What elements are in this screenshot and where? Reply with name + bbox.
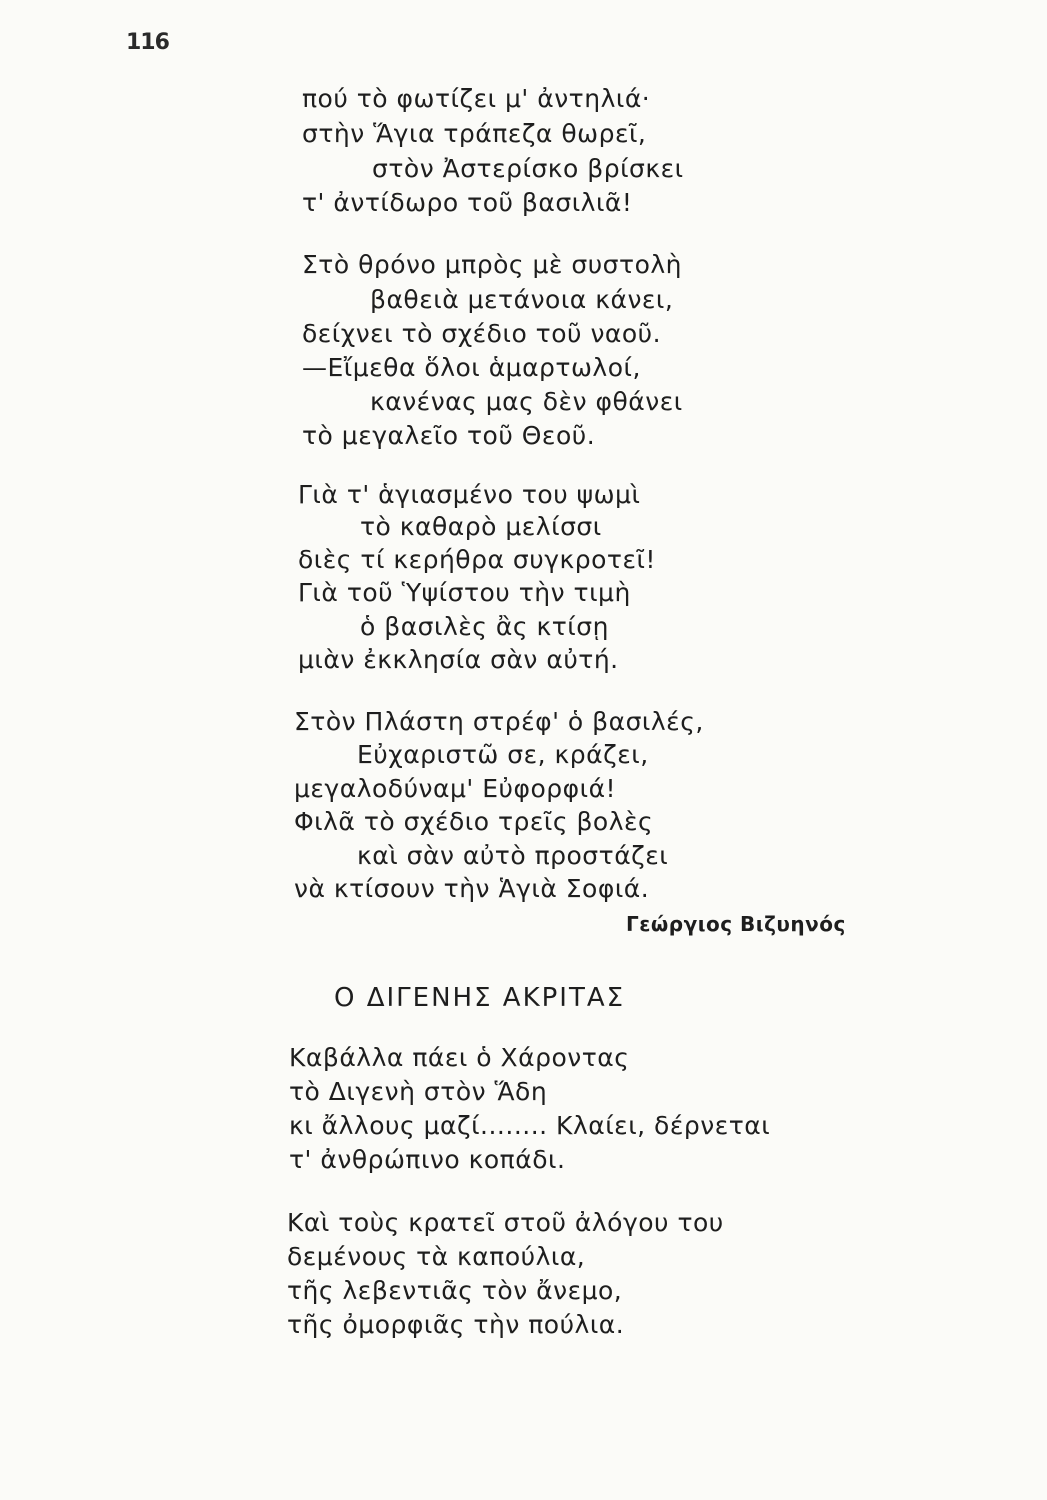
verse-line: τ' ἀνθρώπινο κοπάδι.: [289, 1145, 566, 1174]
verse-line: βαθειὰ μετάνοια κάνει,: [370, 285, 674, 314]
verse-line: Φιλᾶ τὸ σχέδιο τρεῖς βολὲς: [294, 807, 654, 836]
verse-line: Γιὰ τ' ἁγιασμένο του ψωμὶ: [298, 480, 641, 509]
verse-line: μιὰν ἐκκλησία σὰν αὐτή.: [298, 645, 619, 674]
verse-line: ὁ βασιλὲς ἂς κτίσῃ: [360, 612, 609, 641]
verse-line: τὸ μεγαλεῖο τοῦ Θεοῦ.: [302, 421, 596, 450]
verse-line: τῆς ὀμορφιᾶς τὴν πούλια.: [287, 1310, 625, 1339]
verse-line: τὸ καθαρὸ μελίσσι: [360, 512, 602, 541]
verse-line: μεγαλοδύναμ' Εὐφορφιά!: [294, 774, 617, 803]
verse-line: καὶ σὰν αὐτὸ προστάζει: [357, 841, 669, 870]
verse-line: στὴν Ἅγια τράπεζα θωρεῖ,: [302, 119, 647, 148]
verse-line: τὸ Διγενὴ στὸν Ἅδη: [289, 1077, 548, 1106]
verse-line: διὲς τί κερήθρα συγκροτεῖ!: [298, 545, 656, 574]
verse-line: νὰ κτίσουν τὴν Ἁγιὰ Σοφιά.: [294, 874, 650, 903]
verse-line: —Εἴμεθα ὅλοι ἁμαρτωλοί,: [302, 353, 641, 382]
verse-line: τ' ἀντίδωρο τοῦ βασιλιᾶ!: [302, 188, 633, 217]
page-number: 116: [126, 30, 169, 55]
verse-line: κανένας μας δὲν φθάνει: [370, 387, 683, 416]
verse-line: πού τὸ φωτίζει μ' ἀντηλιά·: [302, 84, 651, 113]
verse-line: κι ἄλλους μαζί........ Κλαίει, δέρνεται: [289, 1111, 771, 1140]
verse-line: Καβάλλα πάει ὁ Χάροντας: [289, 1043, 630, 1072]
author-attribution: Γεώργιος Βιζυηνός: [626, 912, 846, 936]
section-title: Ο ΔΙΓΕΝΗΣ ΑΚΡΙΤΑΣ: [334, 983, 626, 1013]
verse-line: Καὶ τοὺς κρατεῖ στοῦ ἀλόγου του: [287, 1208, 724, 1237]
verse-line: Εὐχαριστῶ σε, κράζει,: [357, 740, 649, 769]
verse-line: δεμένους τὰ καπούλια,: [287, 1242, 586, 1271]
verse-line: στὸν Ἀστερίσκο βρίσκει: [372, 154, 684, 183]
verse-line: δείχνει τὸ σχέδιο τοῦ ναοῦ.: [302, 319, 662, 348]
verse-line: Στὸν Πλάστη στρέφ' ὁ βασιλές,: [294, 707, 704, 736]
verse-line: Στὸ θρόνο μπρὸς μὲ συστολὴ: [302, 250, 683, 279]
verse-line: Γιὰ τοῦ Ὑψίστου τὴν τιμὴ: [298, 578, 631, 607]
verse-line: τῆς λεβεντιᾶς τὸν ἄνεμο,: [287, 1276, 623, 1305]
